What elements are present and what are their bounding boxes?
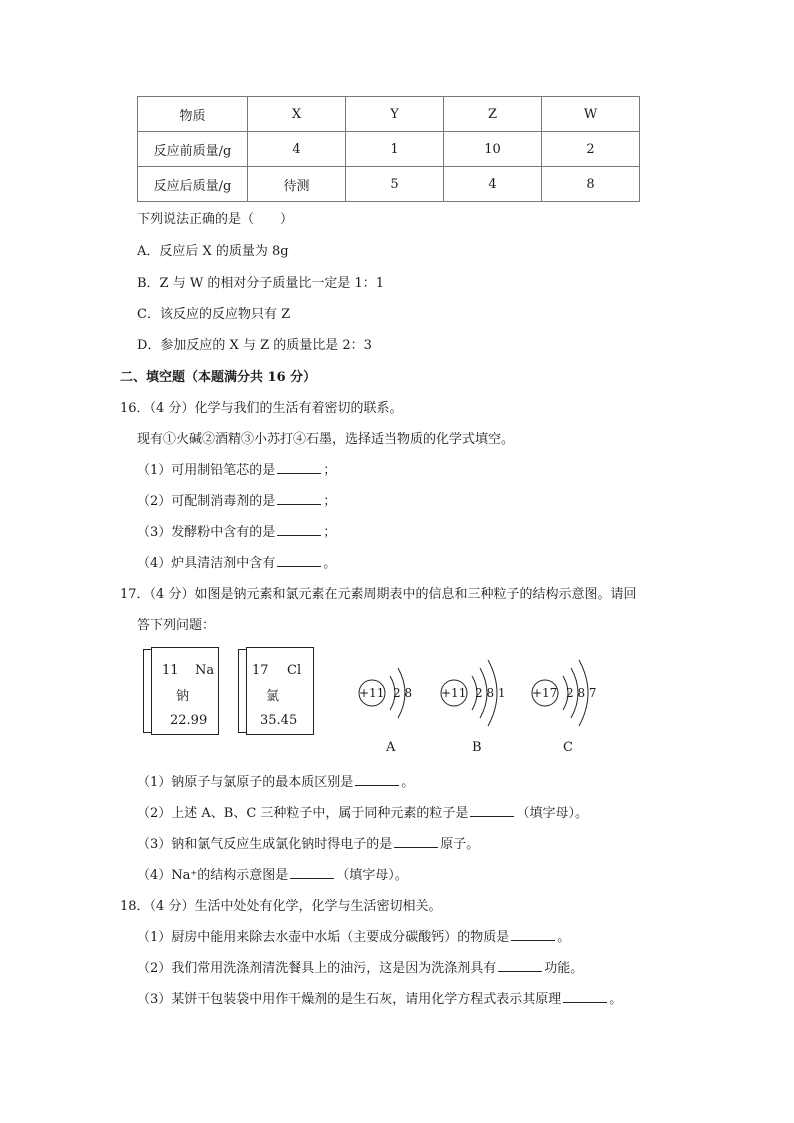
answer-blank[interactable] — [563, 1001, 607, 1003]
element-symbol: Na — [195, 663, 215, 678]
table-cell: 10 — [444, 132, 542, 167]
option-b: B．Z 与 W 的相对分子质量比一定是 1：1 — [137, 276, 385, 291]
atomic-mass: 22.99 — [170, 713, 208, 728]
fill-line: （4）Na⁺的结构示意图是 （填字母）。 — [137, 868, 408, 883]
table-row — [138, 132, 640, 167]
table-header-row — [138, 97, 640, 132]
fill-line: （1）可用制铅笔芯的是 ； — [137, 463, 337, 478]
table-cell: 反应后质量/g — [138, 167, 248, 202]
answer-blank[interactable] — [355, 784, 399, 786]
particle-label: B — [472, 740, 482, 755]
answer-blank[interactable] — [498, 970, 542, 972]
fill-line: （2）可配制消毒剂的是 ； — [137, 494, 337, 509]
option-a: A．反应后 X 的质量为 8g — [137, 244, 289, 259]
table-cell: 反应前质量/g — [138, 132, 248, 167]
table-cell: 物质 — [138, 97, 248, 132]
section-title: 二、填空题（本题满分共 16 分） — [120, 370, 317, 385]
fill-line: （3）某饼干包装袋中用作干燥剂的是生石灰，请用化学方程式表示其原理 。 — [137, 992, 623, 1007]
nucleus-charge: +11 — [359, 686, 385, 700]
fill-line: （2）上述 A、B、C 三种粒子中，属于同种元素的粒子是 （填字母）。 — [137, 806, 588, 821]
mass-table — [137, 96, 640, 202]
question-stem: 17．（4 分）如图是钠元素和氯元素在元素周期表中的信息和三种粒子的结构示意图。请回 — [120, 587, 637, 602]
question-stem: 18．（4 分）生活中处处有化学，化学与生活密切相关。 — [120, 899, 442, 914]
answer-blank[interactable] — [470, 815, 514, 817]
fill-line: （2）我们常用洗涤剂清洗餐具上的油污，这是因为洗涤剂具有 功能。 — [137, 961, 584, 976]
answer-blank[interactable] — [277, 472, 321, 474]
table-cell: 8 — [542, 167, 640, 202]
answer-blank[interactable] — [511, 939, 555, 941]
electron-config: 2 8 7 — [566, 686, 597, 700]
fill-line: （3）钠和氯气反应生成氯化钠时得电子的是 原子。 — [137, 837, 480, 852]
question-intro: 现有①火碱②酒精③小苏打④石墨，选择适当物质的化学式填空。 — [137, 432, 515, 447]
particle-label: C — [563, 740, 573, 755]
element-symbol: Cl — [287, 663, 302, 678]
nucleus-charge: +11 — [441, 686, 467, 700]
answer-blank[interactable] — [277, 503, 321, 505]
table-row — [138, 167, 640, 202]
fill-line: （3）发酵粉中含有的是 ； — [137, 525, 337, 540]
atomic-mass: 35.45 — [260, 713, 298, 728]
answer-blank[interactable] — [290, 877, 334, 879]
table-cell: Y — [346, 97, 444, 132]
atomic-number: 11 — [162, 663, 179, 678]
particle-label: A — [386, 740, 396, 755]
table-cell: 2 — [542, 132, 640, 167]
atomic-number: 17 — [252, 663, 269, 678]
table-cell: 1 — [346, 132, 444, 167]
table-cell: 4 — [248, 132, 346, 167]
table-cell: 待测 — [248, 167, 346, 202]
table-cell: Z — [444, 97, 542, 132]
fill-line: （4）炉具清洁剂中含有 。 — [137, 556, 337, 571]
element-name: 钠 — [176, 689, 190, 704]
electron-config: 2 8 — [393, 686, 413, 700]
option-d: D．参加反应的 X 与 Z 的质量比是 2：3 — [137, 338, 372, 353]
question-stem-cont: 答下列问题： — [137, 618, 216, 633]
option-c: C．该反应的反应物只有 Z — [137, 307, 291, 322]
answer-blank[interactable] — [394, 846, 438, 848]
question-stem: 16．（4 分）化学与我们的生活有着密切的联系。 — [120, 401, 403, 416]
table-cell: 4 — [444, 167, 542, 202]
table-cell: X — [248, 97, 346, 132]
answer-blank[interactable] — [277, 534, 321, 536]
table-cell: 5 — [346, 167, 444, 202]
electron-config: 2 8 1 — [475, 686, 506, 700]
answer-blank[interactable] — [277, 565, 321, 567]
fill-line: （1）钠原子与氯原子的最本质区别是 。 — [137, 775, 415, 790]
fill-line: （1）厨房中能用来除去水壶中水垢（主要成分碳酸钙）的物质是 。 — [137, 930, 571, 945]
question-stem: 下列说法正确的是（ ） — [137, 212, 294, 227]
nucleus-charge: +17 — [532, 686, 558, 700]
element-name: 氯 — [266, 689, 280, 704]
table-cell: W — [542, 97, 640, 132]
